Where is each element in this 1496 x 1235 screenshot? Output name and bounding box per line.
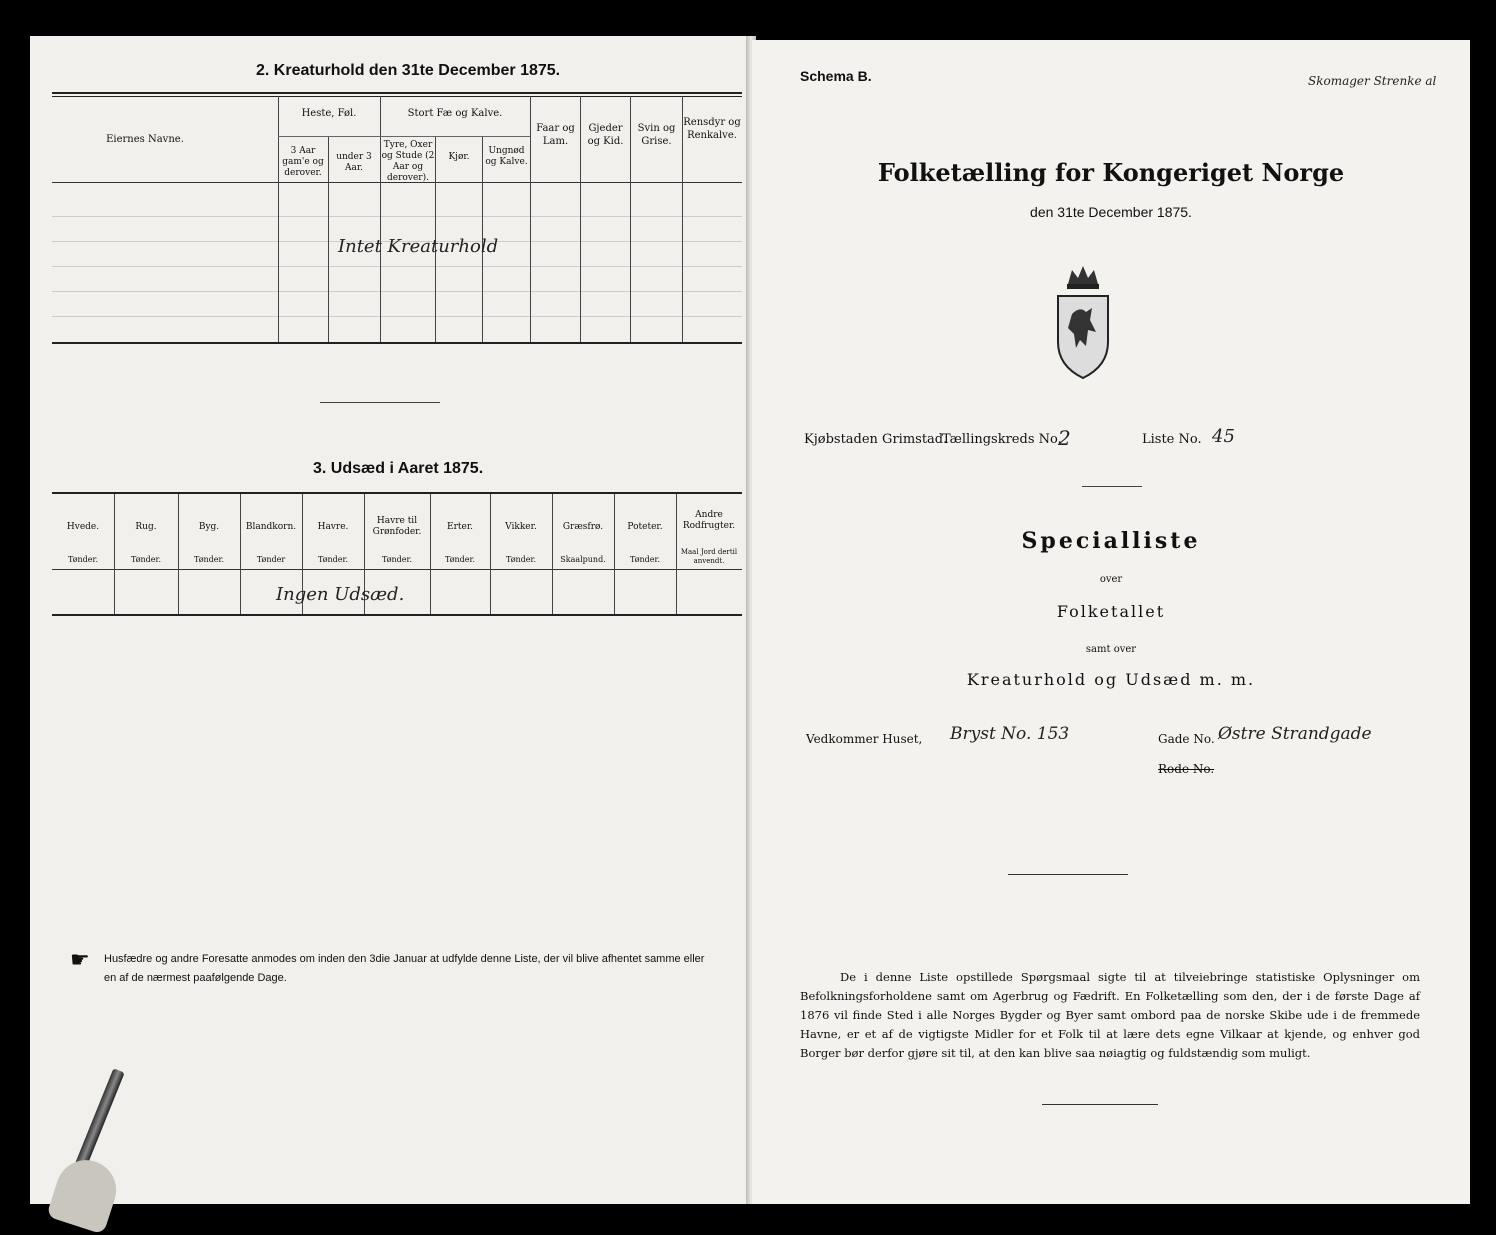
over-label: over bbox=[1099, 574, 1123, 585]
liste-label: Liste No. bbox=[1142, 432, 1202, 447]
main-date: den 31te December 1875. bbox=[1030, 204, 1192, 220]
col-owner: Eiernes Navne. bbox=[106, 134, 184, 145]
seed-vikker: Vikker. bbox=[505, 522, 537, 532]
pointing-hand-icon: ☛ bbox=[70, 948, 90, 973]
huset-label: Vedkommer Huset, bbox=[806, 732, 923, 746]
kjobstad-label: Kjøbstaden Grimstad. bbox=[804, 432, 948, 447]
col-stort-b: Kjør. bbox=[448, 152, 470, 162]
seed-andre-unit: Maal Jord dertil anvendt. bbox=[680, 548, 738, 565]
special-title: Specialliste bbox=[1021, 528, 1201, 554]
col-stort-a: Tyre, Oxer og Stude (2 Aar og derover). bbox=[381, 140, 435, 183]
col-heste-a: 3 Aar gam'e og derover. bbox=[282, 146, 324, 178]
col-divider bbox=[380, 96, 381, 342]
seed-erter-unit: Tønder. bbox=[444, 555, 476, 564]
folketallet-label: Folketallet bbox=[1056, 602, 1166, 621]
seed-table-bottom-rule bbox=[52, 614, 742, 616]
seed-header-rule bbox=[52, 569, 742, 570]
col-faar: Faar og Lam. bbox=[536, 123, 575, 147]
divider-rule bbox=[320, 402, 440, 403]
liste-value: 45 bbox=[1212, 426, 1235, 447]
subheader-rule bbox=[380, 136, 530, 137]
col-gjeder: Gjeder og Kid. bbox=[587, 123, 624, 147]
col-svin: Svin og Grise. bbox=[637, 123, 676, 147]
divider-rule bbox=[1042, 1104, 1158, 1105]
divider-rule bbox=[1008, 874, 1128, 875]
seed-graesfro: Græsfrø. bbox=[562, 522, 604, 532]
table-top-rule bbox=[52, 92, 742, 94]
table-bottom-rule bbox=[52, 342, 742, 344]
kreds-value: 2 bbox=[1058, 426, 1071, 450]
right-page bbox=[752, 40, 1470, 1204]
handwritten-seed: Ingen Udsæd. bbox=[276, 584, 405, 605]
handwritten-livestock: Intet Kreaturhold bbox=[338, 236, 499, 257]
corner-handwritten: Skomager Strenke al bbox=[1308, 74, 1437, 88]
seed-erter: Erter. bbox=[447, 522, 473, 532]
seed-rug: Rug. bbox=[135, 522, 157, 532]
row-rule bbox=[52, 216, 742, 217]
col-heste: Heste, Føl. bbox=[301, 108, 357, 119]
seed-table-top-rule bbox=[52, 492, 742, 494]
seed-hvede: Hvede. bbox=[66, 522, 100, 532]
kreatur-label: Kreaturhold og Udsæd m. m. bbox=[966, 670, 1256, 689]
intro-paragraph: De i denne Liste opstillede Spørgsmaal sigte til at tilveiebringe statistiske Oplysninger om Befolkningsforholdene samt om Agerbrug og Fædrift. En Folketælling som den, der i de første Dage af 1876 vil finde Sted i alle Norges Bygder og Byer samt ombord paa de norske Skibe ude i de fremmede Havne, er et af de vigtigste Midler for et Folk til at lære dets egne Vilkaar at kjende, og enhver god Borger bør derfor gjøre sit til, at den kan blive saa nøiagtig og fuldstændig som muligt. bbox=[800, 970, 1420, 1060]
seed-blandkorn: Blandkorn. bbox=[245, 522, 297, 532]
gade-value: Østre Strandgade bbox=[1218, 724, 1372, 744]
seed-havre-gronfoder: Havre til Grønfoder. bbox=[372, 516, 422, 537]
left-page bbox=[30, 36, 752, 1204]
seed-poteter-unit: Tønder. bbox=[629, 555, 661, 564]
col-stort-fae: Stort Fæ og Kalve. bbox=[407, 108, 503, 119]
divider-rule bbox=[1082, 486, 1142, 487]
row-rule bbox=[52, 316, 742, 317]
table-top-rule-thin bbox=[52, 96, 742, 97]
section3-title: 3. Udsæd i Aaret 1875. bbox=[313, 460, 484, 477]
seed-poteter: Poteter. bbox=[627, 522, 663, 532]
seed-byg-unit: Tønder. bbox=[193, 555, 225, 564]
section2-title: 2. Kreaturhold den 31te December 1875. bbox=[256, 62, 561, 79]
subheader-rule bbox=[278, 136, 380, 137]
main-title: Folketælling for Kongeriget Norge bbox=[877, 158, 1345, 187]
gade-label: Gade No. bbox=[1158, 732, 1215, 746]
huset-value: Bryst No. 153 bbox=[950, 724, 1070, 744]
kreds-label: Tællingskreds No. bbox=[942, 432, 1062, 447]
col-divider bbox=[278, 96, 279, 342]
row-rule bbox=[52, 291, 742, 292]
seed-havre-unit: Tønder. bbox=[317, 555, 349, 564]
notice-text: Husfædre og andre Foresatte anmodes om inden den 3die Januar at udfylde denne Liste, der vil blive afhentet samme eller en af de nærmest paafølgende Dage. bbox=[104, 953, 705, 984]
coat-of-arms-icon bbox=[1052, 262, 1114, 382]
rode-label: Rode No. bbox=[1158, 762, 1215, 776]
seed-byg: Byg. bbox=[198, 522, 220, 532]
seed-havre-gronfoder-unit: Tønder. bbox=[381, 555, 413, 564]
schema-label: Schema B. bbox=[800, 68, 872, 84]
seed-havre: Havre. bbox=[317, 522, 349, 532]
seed-graesfro-unit: Skaalpund. bbox=[560, 555, 606, 564]
seed-hvede-unit: Tønder. bbox=[67, 555, 99, 564]
col-stort-c: Ungnød og Kalve. bbox=[485, 146, 528, 167]
seed-rug-unit: Tønder. bbox=[130, 555, 162, 564]
col-heste-b: under 3 Aar. bbox=[336, 152, 372, 173]
seed-vikker-unit: Tønder. bbox=[505, 555, 537, 564]
col-rensdyr: Rensdyr og Renkalve. bbox=[683, 117, 741, 141]
seed-blandkorn-unit: Tønder bbox=[256, 555, 286, 564]
seed-andre: Andre Rodfrugter. bbox=[682, 510, 736, 531]
row-rule bbox=[52, 266, 742, 267]
samt-over-label: samt over bbox=[1085, 644, 1137, 655]
